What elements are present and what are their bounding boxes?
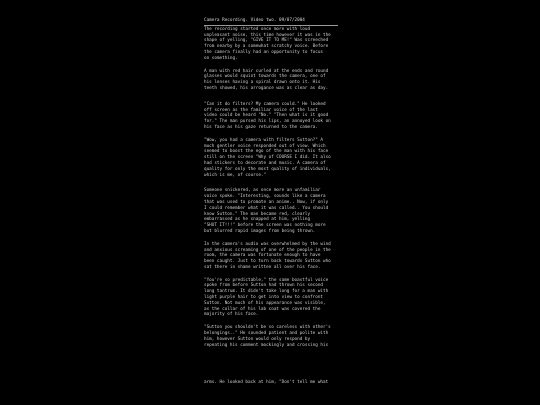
paragraph: "You're so predictable," the same boastful voice spoke from before Sutton had thrown his second long tantrum. It didn't take long for a man with light purple hair to get into view to confront Sutton. Not much of his appearance was visible, as the collar of his lab coat was covered the majority of his face.: [204, 277, 329, 318]
paragraph: "Can it do filters? My camera could." He looked off screen as the familiar voice of the last video could be heard "No." "Then what is it good for." The man pursed his lips, an annoyed look on his face as his gaze returned to the camera.: [204, 101, 331, 130]
paragraph-tail: arms. He looked back at him, "Don't tell me what: [204, 380, 329, 385]
paragraph: The recording started once more with loud unpleasant noise, this time however it was in the shape of yelling, "GIVE IT TO ME!" Was screeched from nearby by a somewhat scratchy voice. Before the camera finally had an opportunity to focus on something.: [204, 26, 331, 61]
paragraph: In the camera's audio was overwhelmed by the wind and anxious screaming of one of the people in the room, the camera was fortunate enough to have been caught. Just to turn back towards Sutton who sat there in shame written all over his face.: [204, 241, 331, 270]
paragraph: "Sutton you shouldn't be so careless with other's belongings.." He sounded patient and polite with him, however Sutton would only respond by repeating his comment mockingly and crossing his: [204, 325, 331, 348]
paragraph: "Wow, you had a camera with filters Sutton?" A much gentler voice responded out of view. Which seemed to boost the ego of the man with his face still on the screen "Why of COURSE I did. It also had stickers to decorate and music. A camera of quality for only the most quality of individuals, which is me, of course.": [204, 137, 331, 178]
paragraph: Someone snickered, as once more an unfamiliar voice spoke. "Interesting, sounds like a camera that was used to promote an anime.. Now, if only I could remember what it was called.. You should know Sutton." The man became red, clearly embarrassed as he snapped at him, yelling "SHUT IT!!!" before the screen was nothing more but blurred rapid images from being thrown.: [204, 188, 329, 234]
title-divider: [204, 25, 338, 26]
paragraph: A man with red hair curled at the ends and round glasses would squint towards the camera, one of his lenses having a spiral drawn onto it. His teeth showed, his arrogance was as clear as day.: [204, 68, 329, 91]
document-title: Camera Recording. Video two. 09/07/2004: [204, 18, 305, 23]
document-column: [204, 18, 338, 355]
